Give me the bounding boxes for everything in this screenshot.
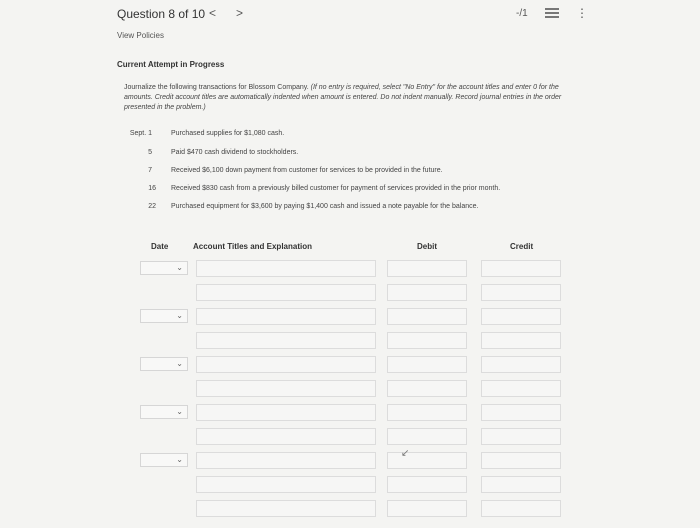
instructions bbox=[124, 83, 574, 113]
debit-input[interactable] bbox=[387, 308, 467, 325]
debit-input[interactable] bbox=[387, 404, 467, 421]
attempt-status: Current Attempt in Progress bbox=[117, 60, 225, 69]
credit-input[interactable] bbox=[481, 500, 561, 517]
debit-input[interactable] bbox=[387, 332, 467, 349]
credit-input[interactable] bbox=[481, 332, 561, 349]
credit-input[interactable] bbox=[481, 452, 561, 469]
more-vertical-icon[interactable]: ⋮ bbox=[576, 6, 588, 20]
chevron-down-icon: ⌄ bbox=[176, 263, 183, 272]
account-title-input[interactable] bbox=[196, 404, 376, 421]
debit-input[interactable] bbox=[387, 428, 467, 445]
view-policies-link[interactable]: View Policies bbox=[117, 31, 164, 40]
date-select[interactable] bbox=[140, 405, 188, 419]
instructions-note: (If no entry is required, select "No Entry" for the account titles and enter 0 for the amounts. Credit account titles are automatically indented when amount is entered. Do not indent manually. Record journal entries in the order presented in the problem.) bbox=[124, 84, 562, 111]
date-select[interactable] bbox=[140, 357, 188, 371]
transaction-date: 16 bbox=[148, 185, 156, 192]
question-counter: Question 8 of 10 bbox=[117, 7, 206, 21]
transaction-date: 5 bbox=[148, 149, 152, 156]
account-title-input[interactable] bbox=[196, 476, 376, 493]
debit-input[interactable] bbox=[387, 356, 467, 373]
account-title-input[interactable] bbox=[196, 260, 376, 277]
account-title-input[interactable] bbox=[196, 380, 376, 397]
column-header-credit: Credit bbox=[510, 242, 534, 251]
credit-input[interactable] bbox=[481, 260, 561, 277]
debit-input[interactable] bbox=[387, 284, 467, 301]
debit-input[interactable] bbox=[387, 452, 467, 469]
debit-input[interactable] bbox=[387, 380, 467, 397]
score-display: -/1 bbox=[516, 8, 528, 19]
debit-input[interactable] bbox=[387, 260, 467, 277]
account-title-input[interactable] bbox=[196, 452, 376, 469]
transaction-date: Sept. 1 bbox=[129, 130, 152, 137]
account-title-input[interactable] bbox=[196, 332, 376, 349]
list-icon[interactable] bbox=[545, 8, 559, 20]
credit-input[interactable] bbox=[481, 404, 561, 421]
credit-input[interactable] bbox=[481, 308, 561, 325]
transaction-description: Paid $470 cash dividend to stockholders. bbox=[171, 149, 299, 156]
chevron-right-icon[interactable]: > bbox=[236, 6, 244, 20]
credit-input[interactable] bbox=[481, 428, 561, 445]
column-header-debit: Debit bbox=[417, 242, 437, 251]
instructions-text: Journalize the following transactions for Blossom Company. bbox=[124, 84, 311, 91]
debit-input[interactable] bbox=[387, 500, 467, 517]
chevron-left-icon[interactable]: < bbox=[209, 6, 217, 20]
chevron-down-icon: ⌄ bbox=[176, 359, 183, 368]
transaction-description: Received $6,100 down payment from customer for services to be provided in the future. bbox=[171, 167, 443, 174]
transaction-description: Purchased equipment for $3,600 by paying $1,400 cash and issued a note payable for the balance. bbox=[171, 203, 479, 210]
top-bar bbox=[0, 0, 700, 30]
account-title-input[interactable] bbox=[196, 428, 376, 445]
date-select[interactable] bbox=[140, 309, 188, 323]
account-title-input[interactable] bbox=[196, 500, 376, 517]
credit-input[interactable] bbox=[481, 380, 561, 397]
column-header-date: Date bbox=[151, 242, 169, 251]
transaction-date: 7 bbox=[148, 167, 152, 174]
credit-input[interactable] bbox=[481, 356, 561, 373]
account-title-input[interactable] bbox=[196, 284, 376, 301]
mouse-cursor-icon: ↙ bbox=[401, 448, 410, 459]
chevron-down-icon: ⌄ bbox=[176, 407, 183, 416]
debit-input[interactable] bbox=[387, 476, 467, 493]
transaction-description: Received $830 cash from a previously billed customer for payment of services provided in the prior month. bbox=[171, 185, 501, 192]
column-header-account: Account Titles and Explanation bbox=[193, 242, 312, 251]
credit-input[interactable] bbox=[481, 284, 561, 301]
chevron-down-icon: ⌄ bbox=[176, 311, 183, 320]
transaction-description: Purchased supplies for $1,080 cash. bbox=[171, 130, 285, 137]
transaction-date: 22 bbox=[148, 203, 156, 210]
date-select[interactable] bbox=[140, 261, 188, 275]
account-title-input[interactable] bbox=[196, 308, 376, 325]
date-select[interactable] bbox=[140, 453, 188, 467]
account-title-input[interactable] bbox=[196, 356, 376, 373]
credit-input[interactable] bbox=[481, 476, 561, 493]
chevron-down-icon: ⌄ bbox=[176, 455, 183, 464]
